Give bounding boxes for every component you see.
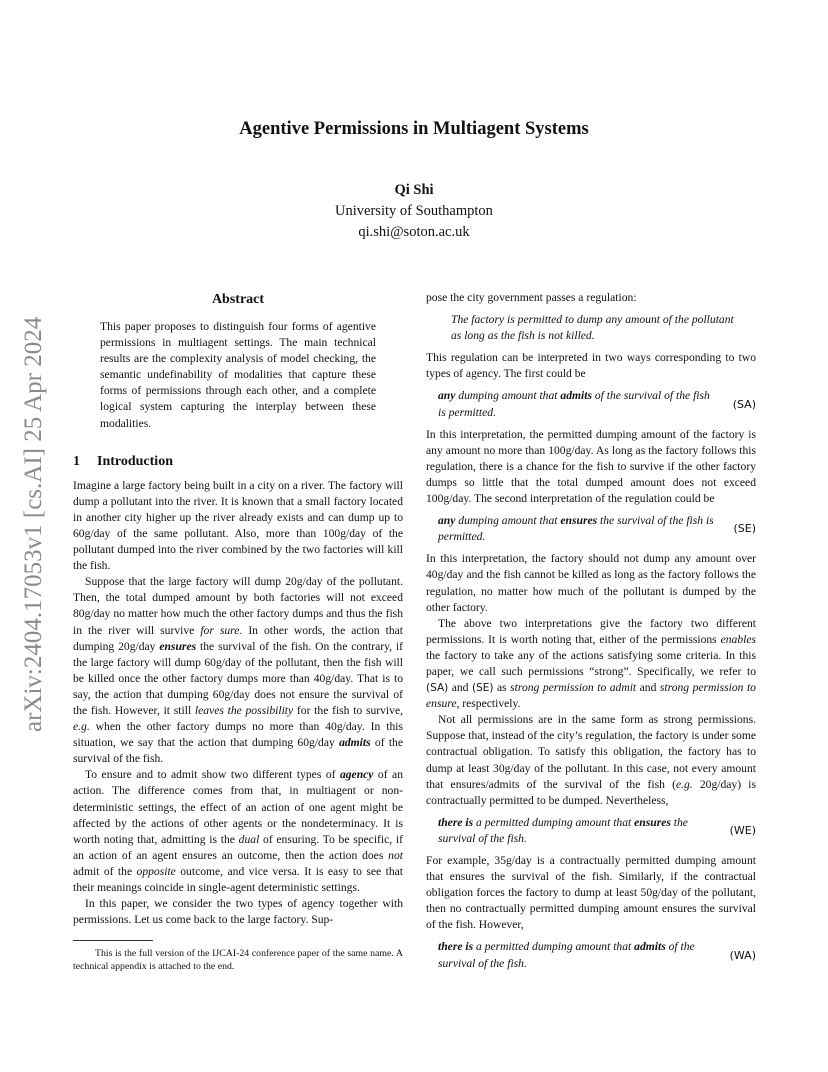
text-run: outcome, and vice versa. It is easy to see that their meanings coincide in single-agent deterministic settings. (73, 864, 403, 894)
text-run: the survival of the fish. (438, 815, 688, 845)
text-run: To ensure and to admit show two different types of (85, 768, 340, 782)
abstract-text: This paper proposes to distinguish four forms of agentive permissions in multiagent settings. The main technical results are the complexity analysis of model checking, the semantic undefinability of modalities that capture these forms of permissions through each other, and a complete logical system capturing the interplay between these modalities. (100, 320, 376, 430)
text-run: when the other factory dumps no more than 40g/day. In this situation, we say that the action that dumping 60g/day (73, 720, 403, 750)
text-run: of ensuring. To be specific, if an action of an agent ensures an outcome, then the action does (73, 832, 403, 862)
definition-we (438, 815, 756, 847)
section-heading-introduction (73, 452, 403, 472)
emphasis: e.g. (73, 720, 90, 734)
text-run: the survival of the fish is permitted. (438, 514, 714, 544)
text-run: admit of the (73, 864, 137, 878)
emphasis: e.g. (675, 777, 693, 791)
arxiv-identifier: arXiv:2404.17053v1 [cs.AI] 25 Apr 2024 (20, 316, 47, 732)
keyword-ensures: ensures (560, 514, 598, 528)
paragraph (73, 767, 403, 896)
text-run: of the survival of the fish. (438, 940, 695, 970)
text-run: a permitted dumping amount that (473, 940, 635, 954)
text-run: of an action. The difference comes from that, in multiagent or non-deterministic settings, the effect of an action of one agent might be affected by the actions of other agents or the nondeterminacy. It is worth noting that, admitting is the (73, 768, 403, 846)
definition-wa (438, 939, 756, 971)
paragraph: For example, 35g/day is a contractually permitted dumping amount that ensures the survival of the fish. Similarly, if the contractual obligation forces the factory to dump at least 50g/day of the pollutant, then no contractually permitted dumping amount ensures the survival of the fish. However, (426, 854, 756, 932)
title-block (0, 116, 828, 243)
footnote-rule (73, 940, 153, 941)
text-run: a permitted dumping amount that (473, 815, 635, 829)
author-affiliation: University of Southampton (335, 203, 493, 219)
paragraph: Imagine a large factory being built in a city on a river. The factory will dump a pollutant into the river. It is known that a small factory located in another city higher up the river already exists and can dump up to 60g/day of the same pollutant. Also, more than 100g/day of the pollutant dumped into the river combined by the two factories will kill the fish. (73, 478, 403, 573)
text-run: Not all permissions are in the same form as strong permissions. Suppose that, instead of the city’s regulation, the factory is under some contractual obligation. To satisfy this obligation, the factory has to dump at least 30g/day of the pollutant. In this case, not every amount that ensures/admits of the survival of the fish ( (426, 713, 756, 791)
emphasis: strong permission to admit (510, 681, 637, 695)
text-run: and (636, 681, 660, 695)
definition-se (438, 513, 756, 545)
keyword-agency: agency (339, 768, 374, 782)
text-run: the survival of the fish. On the contrary, if the large factory will dump 60g/day of the pollutant, then the fish will be killed once the other factory dumps more than 40g/day. That is to say, the action that dumping 60g/day does not ensure the survival of the fish. However, it still (73, 639, 403, 717)
text-run: of the survival of the fish. (73, 736, 403, 766)
paragraph: This regulation can be interpreted in two ways corresponding to two types of agency. The first could be (426, 351, 756, 381)
emphasis: strong permission to ensure (426, 681, 756, 711)
section-title: Introduction (97, 453, 173, 469)
keyword-any: any (438, 514, 456, 528)
text-run: for the fish to survive, (293, 703, 403, 717)
equation-tag-sa: (SA) (732, 397, 756, 411)
text-run: as (493, 681, 511, 695)
keyword-admits: admits (634, 940, 666, 954)
paragraph: In this interpretation, the permitted dumping amount of the factory is any amount no more than 100g/day. As long as the factory follows this regulation, there is a chance for the fish to survive if the other factory dumps so little that the total dumped amount does not exceed 100g/day. The second interpretation of the regulation could be (426, 427, 756, 506)
author-email: qi.shi@soton.ac.uk (358, 224, 470, 240)
emphasis: leaves the possibility (194, 703, 294, 717)
keyword-there-is: there is (438, 940, 474, 954)
paragraph (73, 574, 403, 767)
text-run: . In other words, the action that dumping 20g/day (73, 623, 403, 653)
paragraph: In this paper, we consider the two types of agency together with permissions. Let us come back to the large factory. Sup- (73, 897, 403, 927)
text-run: the factory to take any of the actions satisfying some criteria. In this paper, we call such permissions “strong”. Specifically, we refer to (426, 648, 756, 678)
equation-tag-we: (WE) (729, 823, 756, 837)
emphasis: enables (720, 632, 756, 646)
text-run: Suppose that the large factory will dump 20g/day of the pollutant. Then, the total dumped amount by both factories will not exceed 80g/day no matter how much the other factory dumps and thus the fish in the river will survive (73, 575, 403, 637)
emphasis: for sure (200, 623, 240, 637)
footnote: This is the full version of the IJCAI-24 conference paper of the same name. A technical appendix is attached to the end. (73, 948, 403, 973)
left-column (73, 290, 403, 973)
text-run: The above two interpretations give the factory two different permissions. It is worth noting that, either of the permissions (426, 616, 756, 646)
keyword-there-is: there is (438, 815, 474, 829)
ref-sa: (SA) (426, 682, 449, 695)
ref-se: (SE) (471, 682, 494, 695)
equation-tag-se: (SE) (733, 522, 756, 536)
paragraph: pose the city government passes a regulation: (426, 291, 637, 304)
keyword-any: any (438, 389, 456, 403)
paragraph: In this interpretation, the factory should not dump any amount over 40g/day and the fish cannot be killed as long as the factory follows the regulation, no matter how much of the pollutant is dumped by the other factory. (426, 552, 756, 614)
definition-sa (438, 388, 756, 420)
text-run: , respectively. (456, 697, 521, 711)
emphasis: not (388, 848, 403, 862)
keyword-admits: admits (560, 389, 592, 403)
abstract-heading: Abstract (211, 292, 265, 307)
text-run: dumping amount that (455, 389, 561, 403)
equation-tag-wa: (WA) (729, 948, 756, 962)
author-name: Qi Shi (394, 182, 434, 198)
text-run: of the survival of the fish is permitted. (438, 389, 710, 419)
keyword-ensures: ensures (159, 639, 197, 653)
right-column (426, 290, 756, 978)
section-number: 1 (73, 453, 80, 469)
regulation-quote: The factory is permitted to dump any amount of the pollutant as long as the fish is not killed. (451, 313, 734, 343)
keyword-admits: admits (339, 736, 371, 750)
paragraph (426, 616, 756, 713)
text-run: and (448, 681, 472, 695)
emphasis: dual (238, 832, 260, 846)
emphasis: opposite (136, 864, 176, 878)
paragraph (426, 712, 756, 809)
text-run: 20g/day) is contractually permitted to be dumped. Nevertheless, (426, 777, 756, 807)
paper-title: Agentive Permissions in Multiagent Systems (239, 119, 589, 139)
text-run: dumping amount that (455, 514, 561, 528)
keyword-ensures: ensures (634, 815, 671, 829)
